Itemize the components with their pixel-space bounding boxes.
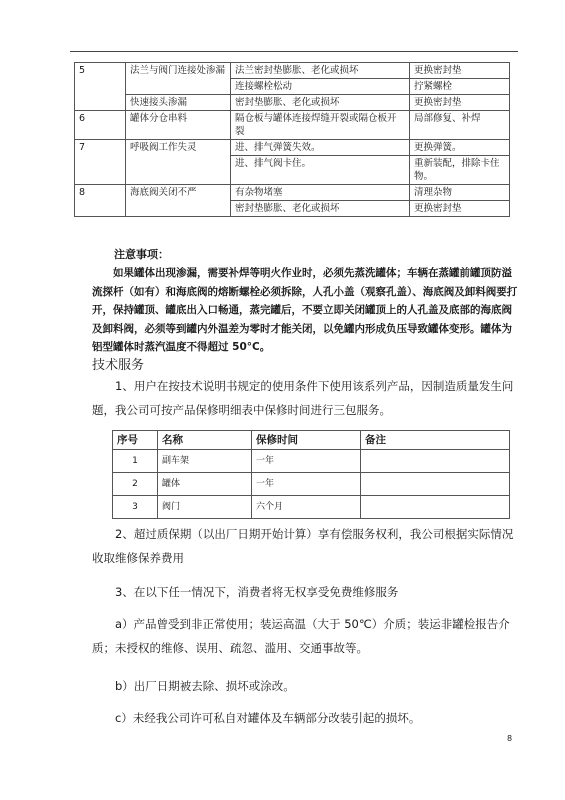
fault-number-cell: 6 [75,111,126,140]
service-paragraph-b: b）出厂日期被去除、损坏或涂改。 [115,679,295,693]
header-rule [70,51,518,52]
fault-cause-cell: 连接螺栓松动 [231,79,410,95]
fault-number-cell: 8 [75,185,126,217]
fault-part-cell: 法兰与阀门连接处渗漏 [126,63,231,95]
fault-fix-cell: 清理杂物 [410,185,510,201]
fault-fix-cell: 更换弹簧。 [410,140,510,156]
service-title: 技术服务 [92,358,145,373]
fault-part-cell: 呼吸阀工作失灵 [126,140,231,185]
warranty-period-cell: 一年 [252,450,361,473]
service-paragraph-a: a）产品曾受到非正常使用；装运高温（大于 50℃）介质；装运非罐检报告介质；未授权的维修、误用、疏忽、滥用、交通事故等。 [92,617,510,655]
page-number: 8 [507,734,513,743]
table-row [113,450,510,473]
fault-fix-cell: 更换密封垫 [410,63,510,79]
header-cell: 序号 [113,431,158,450]
table-row [75,140,510,156]
table-row [75,63,510,79]
table-row [75,185,510,201]
fault-table [74,62,510,217]
fault-cause-cell: 密封垫膨胀、老化或损坏 [231,95,410,111]
warranty-num-cell: 2 [113,473,158,496]
service-paragraph-3: 3、在以下任一情况下，消费者将无权享受免费维修服务 [115,585,399,599]
fault-part-cell: 快速接头渗漏 [126,95,231,111]
warranty-header-row [113,431,510,450]
notes-title: 注意事项： [114,248,169,261]
warranty-period-cell: 一年 [252,473,361,496]
service-paragraph-c: c）未经我公司许可私自对罐体及车辆部分改装引起的损坏。 [115,711,421,725]
fault-fix-cell: 重新装配，排除卡住物。 [410,156,510,185]
warranty-name-cell: 阀门 [158,496,252,519]
fault-cause-cell: 密封垫膨胀、老化或损坏 [231,201,410,217]
fault-table-body [75,63,510,217]
header-cell: 保修时间 [252,431,361,450]
fault-cause-cell: 法兰密封垫膨胀、老化或损坏 [231,63,410,79]
service-paragraph-2: 2、超过质保期（以出厂日期开始计算）享有偿服务权利，我公司根据实际情况收取维修保养费用 [92,527,514,565]
fault-cause-cell: 进、排气阀卡住。 [231,156,410,185]
warranty-table-body [113,450,510,519]
warranty-period-cell: 六个月 [252,496,361,519]
header-cell: 名称 [158,431,252,450]
table-row [75,95,510,111]
fault-part-cell: 海底阀关闭不严 [126,185,231,217]
notes-body: 如果罐体出现渗漏，需要补焊等明火作业时，必须先蒸洗罐体；车辆在蒸罐前罐顶防溢流探杆（如有）和海底阀的熔断螺栓必须拆除，人孔小盖（观察孔盖）、海底阀及卸料阀要打开，保持罐顶、罐底出入口畅通，蒸完罐后，不要立即关闭罐顶上的人孔盖及底部的海底阀及卸料阀，必须等到罐内外温差为零时才能关闭，以免罐内形成负压导致罐体变形。罐体为铝型罐体时蒸汽温度不得超过 50°C。 [92,267,518,353]
warranty-note-cell [361,450,510,473]
service-paragraph-1: 1、用户在按技术说明书规定的使用条件下使用该系列产品，因制造质量发生问题，我公司可按产品保修明细表中保修时间进行三包服务。 [92,379,514,417]
fault-fix-cell: 更换密封垫 [410,95,510,111]
warranty-num-cell: 1 [113,450,158,473]
fault-number-cell: 5 [75,63,126,111]
fault-cause-cell: 有杂物堵塞 [231,185,410,201]
warranty-name-cell: 副车架 [158,450,252,473]
fault-number-cell: 7 [75,140,126,185]
warranty-note-cell [361,473,510,496]
fault-cause-cell: 进、排气弹簧失效。 [231,140,410,156]
table-row [75,111,510,140]
fault-part-cell: 罐体分仓串料 [126,111,231,140]
fault-fix-cell: 局部修复、补焊 [410,111,510,140]
fault-cause-cell: 隔仓板与罐体连接焊缝开裂或隔仓板开裂 [231,111,410,140]
fault-fix-cell: 拧紧螺栓 [410,79,510,95]
warranty-note-cell [361,496,510,519]
fault-fix-cell: 更换密封垫 [410,201,510,217]
warranty-table [112,430,510,519]
table-row [113,473,510,496]
warranty-name-cell: 罐体 [158,473,252,496]
header-cell: 备注 [361,431,510,450]
warranty-num-cell: 3 [113,496,158,519]
table-row [113,496,510,519]
